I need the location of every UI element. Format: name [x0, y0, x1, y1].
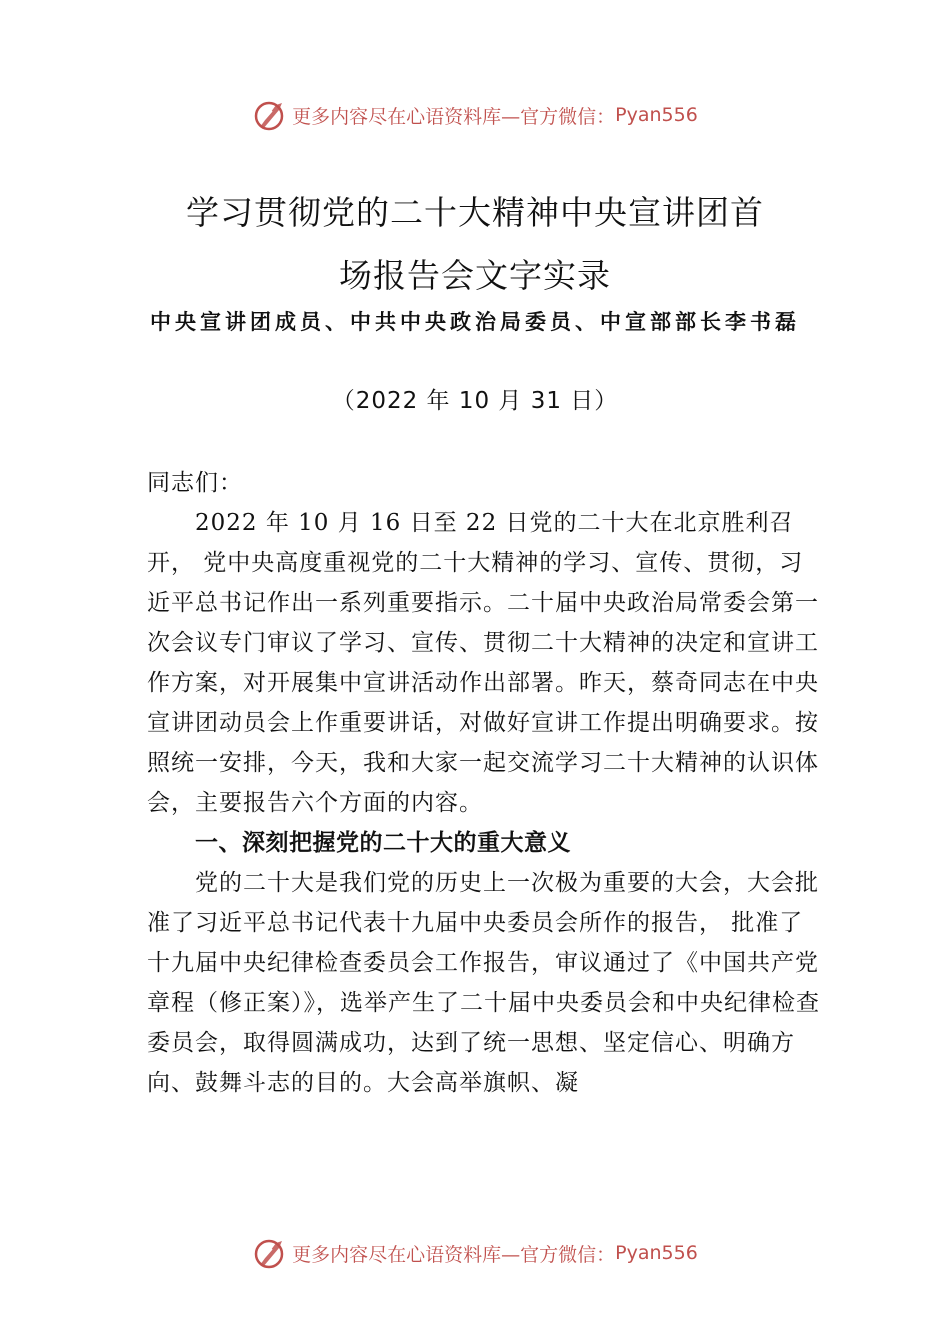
header-banner — [0, 95, 950, 135]
document-body — [147, 463, 827, 1103]
section-heading: 一、深刻把握党的二十大的重大意义 — [195, 830, 571, 856]
banner-wechat-id: Pyan556 — [615, 104, 698, 126]
pen-circle-logo-icon — [252, 1235, 288, 1271]
banner-text: 更多内容尽在心语资料库—官方微信： — [292, 1243, 616, 1266]
author-line: 中央宣讲团成员、中共中央政治局委员、中宣部部长李书磊 — [150, 309, 800, 334]
banner-wechat-id: Pyan556 — [615, 1242, 698, 1264]
document-title-line2: 场报告会文字实录 — [339, 256, 611, 295]
paragraph-section1: 党的二十大是我们党的历史上一次极为重要的大会，大会批准了习近平总书记代表十九届中央委员会所作的报告， 批准了十九届中央纪律检查委员会工作报告，审议通过了《中国共产党章程（修正案）》，选举产生了二十届中央委员会和中央纪律检查委员会，取得圆满成功，达到了统一思想、坚定信心、明确方向、鼓舞斗志的目的。大会高举旗帜、凝 — [147, 870, 820, 1096]
pen-circle-logo-icon — [252, 97, 288, 133]
paragraph-intro: 2022 年 10 月 16 日至 22 日党的二十大在北京胜利召开， 党中央高度重视党的二十大精神的学习、宣传、贯彻，习近平总书记作出一系列重要指示。二十届中央政治局常委会第一次会议专门审议了学习、宣传、贯彻二十大精神的决定和宣讲工作方案，对开展集中宣讲活动作出部署。昨天，蔡奇同志在中央宣讲团动员会上作重要讲话，对做好宣讲工作提出明确要求。按照统一安排，今天，我和大家一起交流学习二十大精神的认识体会，主要报告六个方面的内容。 — [147, 510, 819, 816]
date-line: （2022 年 10 月 31 日） — [331, 388, 619, 414]
banner-text: 更多内容尽在心语资料库—官方微信： — [292, 105, 616, 128]
footer-banner — [0, 1233, 950, 1273]
document-title-line1: 学习贯彻党的二十大精神中央宣讲团首 — [186, 193, 764, 232]
salutation: 同志们： — [147, 470, 243, 496]
